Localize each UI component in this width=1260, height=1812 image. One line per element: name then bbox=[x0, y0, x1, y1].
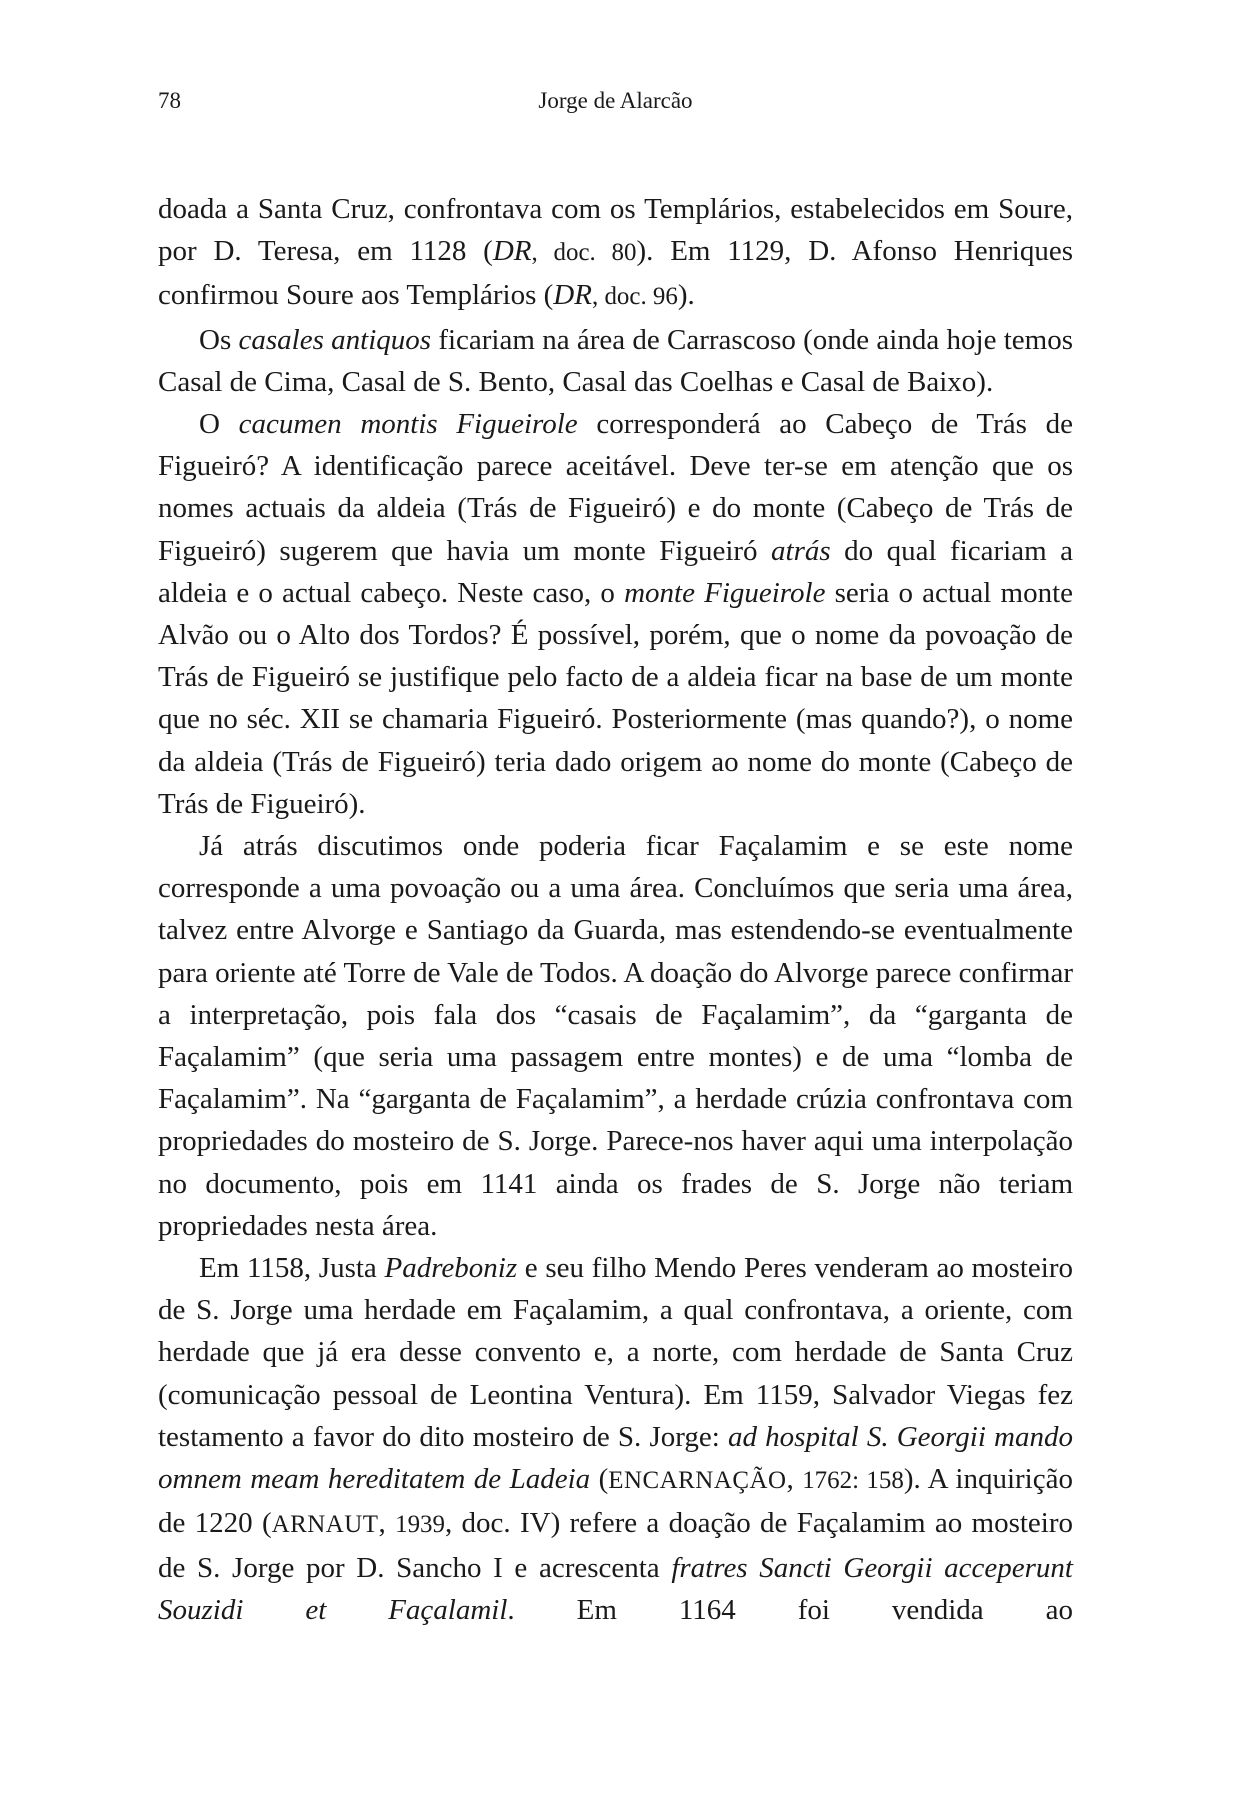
text-run: ( bbox=[590, 1463, 609, 1496]
text-run: Em 1158, Justa bbox=[199, 1252, 385, 1285]
text-run: doada a Santa Cruz, confrontava com os Templários, estabelecidos em Soure, por D. Teresa, em 1128 ( bbox=[158, 193, 1073, 268]
italic-text: DR bbox=[553, 279, 592, 312]
text-run: corresponderá ao Cabeço de Trás de Figueiró? A identificação parece aceitável. Deve ter-se em atenção que os nomes actuais da aldeia (Trás de Figueiró) e do monte (Cabeço de Trás de Figueiró) sugerem que havia um monte Figueiró bbox=[158, 408, 1073, 567]
text-run: ). bbox=[677, 279, 695, 312]
paragraph bbox=[158, 825, 1073, 1247]
italic-text: monte Figueirole bbox=[624, 576, 826, 609]
italic-text: ad hospital S. Georgii mando omnem meam hereditatem de Ladeia bbox=[158, 1420, 1073, 1496]
italic-text: fratres Sancti Georgii acceperunt Souzidi et Façalamil bbox=[158, 1551, 1073, 1626]
text-run: ficariam na área de Carrascoso (onde ainda hoje temos Casal de Cima, Casal de S. Bento, Casal das Coelhas e Casal de Baixo). bbox=[158, 323, 1073, 398]
italic-text: DR bbox=[492, 235, 532, 268]
paragraph bbox=[158, 319, 1073, 403]
text-run: Já atrás discutimos onde poderia ficar Façalamim e se este nome corresponde a uma povoação ou a uma área. Concluímos que seria uma área, talvez entre Alvorge e Santiago da Guarda, mas estendendo-se eventualmente para oriente até Torre de Vale de Todos. A doação do Alvorge parece confirmar a interpretação, pois fala dos “casais de Façalamim”, da “garganta de Façalamim” (que seria uma passagem entre montes) e de uma “lomba de Façalamim”. Na “garganta de Façalamim”, a herdade crúzia confrontava com propriedades do mosteiro de S. Jorge. Parece-nos haver aqui uma interpolação no documento, pois em 1141 ainda os frades de S. Jorge não teriam propriedades nesta área. bbox=[158, 830, 1074, 1242]
citation-detail: doc. 80 bbox=[553, 239, 637, 267]
citation-detail: 1762: 158 bbox=[802, 1467, 904, 1495]
citation-detail: , bbox=[531, 239, 554, 267]
author-citation: ENCARNAÇÃO bbox=[608, 1467, 787, 1495]
text-run: ). A inquirição de 1220 ( bbox=[158, 1463, 1073, 1540]
running-head: Jorge de Alarcão bbox=[538, 88, 693, 113]
paragraph bbox=[158, 403, 1073, 825]
text-run: , doc. IV) refere a doação de Façalamim ao mosteiro de S. Jorge por D. Sancho I e acrescenta bbox=[158, 1507, 1074, 1584]
italic-text: casales antiquos bbox=[238, 323, 432, 356]
author-citation: ARNAUT bbox=[271, 1511, 379, 1539]
page-header bbox=[158, 88, 1073, 124]
text-run: , bbox=[378, 1507, 396, 1540]
text-run: , bbox=[786, 1463, 803, 1496]
text-run: do qual ficariam a aldeia e o actual cabeço. Neste caso, o bbox=[158, 534, 1073, 609]
text-run: ). Em 1129, D. Afonso Henriques confirmou Soure aos Templários ( bbox=[158, 235, 1073, 312]
citation-detail: , doc. 96 bbox=[591, 283, 678, 311]
text-run: Os bbox=[199, 323, 239, 356]
text-run: . Em 1164 foi vendida ao bbox=[507, 1593, 1073, 1626]
body-text bbox=[158, 188, 1073, 1631]
text-run: e seu filho Mendo Peres venderam ao mosteiro de S. Jorge uma herdade em Façalamim, a qual confrontava, a oriente, com herdade que já era desse convento e, a norte, com herdade de Santa Cruz (comunicação pessoal de Leontina Ventura). Em 1159, Salvador Viegas fez testamento a favor do dito mosteiro de S. Jorge: bbox=[158, 1252, 1073, 1453]
paragraph bbox=[158, 188, 1073, 319]
page-number: 78 bbox=[158, 88, 181, 113]
text-run: seria o actual monte Alvão ou o Alto dos Tordos? É possível, porém, que o nome da povoação de Trás de Figueiró se justifique pelo facto de a aldeia ficar na base de um monte que no séc. XII se chamaria Figueiró. Posteriormente (mas quando?), o nome da aldeia (Trás de Figueiró) teria dado origem ao nome do monte (Cabeço de Trás de Figueiró). bbox=[158, 576, 1073, 820]
italic-text: Padreboniz bbox=[384, 1252, 518, 1285]
italic-text: cacumen montis Figueirole bbox=[238, 408, 578, 441]
text-run: O bbox=[199, 408, 239, 441]
paragraph bbox=[158, 1247, 1073, 1631]
citation-detail: 1939 bbox=[395, 1511, 445, 1539]
italic-text: atrás bbox=[771, 534, 831, 567]
